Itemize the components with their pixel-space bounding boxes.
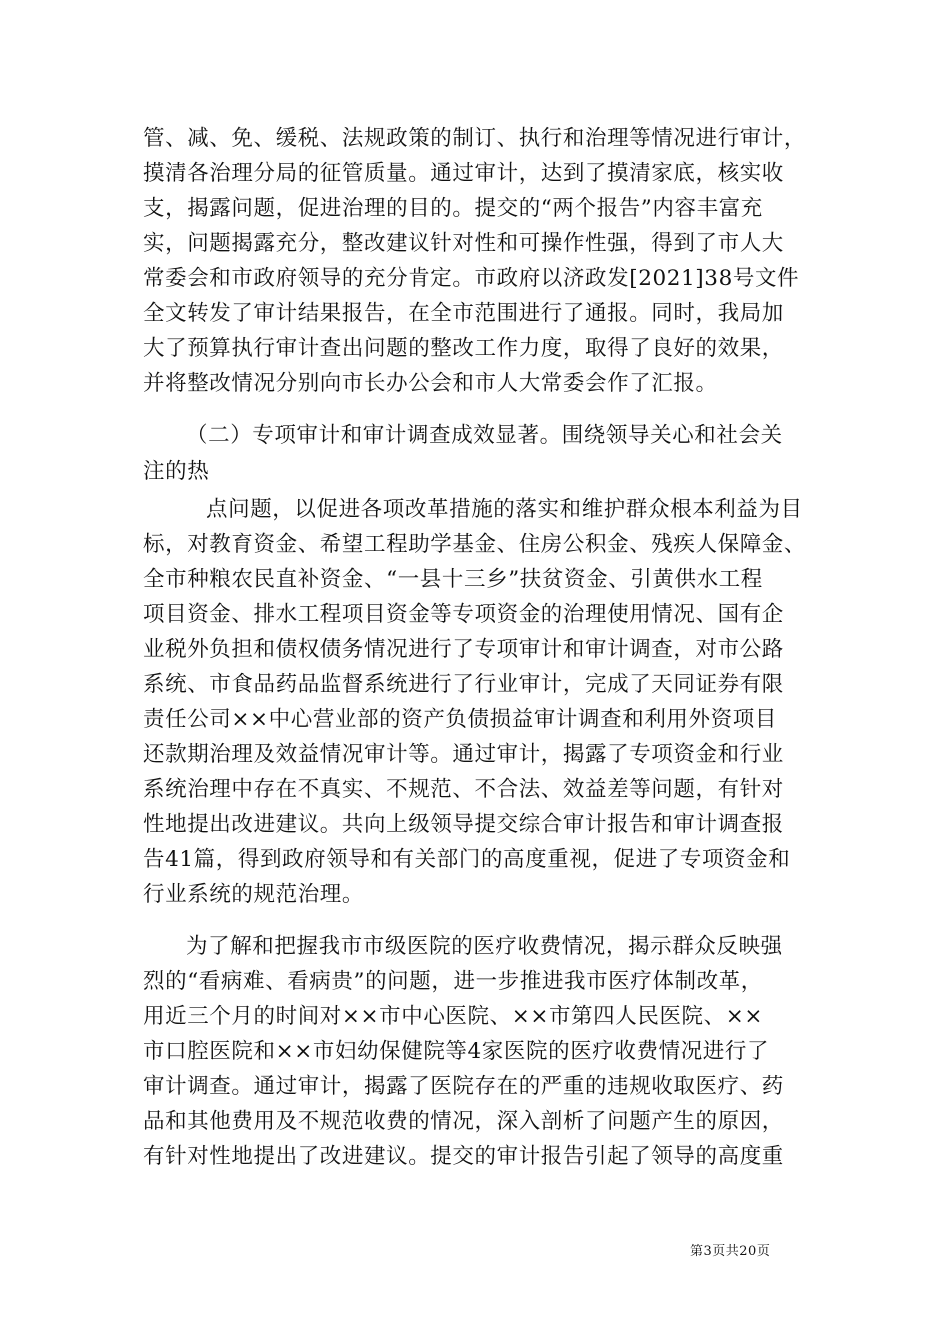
text-line: 全文转发了审计结果报告，在全市范围进行了通报。同时，我局加	[143, 301, 784, 326]
text-line: 有针对性地提出了改进建议。提交的审计报告引起了领导的高度重	[143, 1144, 784, 1169]
text-line: 审计调查。通过审计，揭露了医院存在的严重的违规收取医疗、药	[143, 1074, 784, 1099]
text-line: 还款期治理及效益情况审计等。通过审计，揭露了专项资金和行业	[143, 742, 784, 767]
text-line: 性地提出改进建议。共向上级领导提交综合审计报告和审计调查报	[143, 812, 784, 837]
text-line: 烈的“看病难、看病贵”的问题，进一步推进我市医疗体制改革，	[143, 969, 763, 994]
text-line: 项目资金、排水工程项目资金等专项资金的治理使用情况、国有企	[143, 602, 784, 627]
text-line: 点问题，以促进各项改革措施的落实和维护群众根本利益为目	[206, 497, 803, 522]
paragraph-start-line: 为了解和把握我市市级医院的医疗收费情况，揭示群众反映强	[186, 934, 783, 959]
text-line: 管、减、免、缓税、法规政策的制订、执行和治理等情况进行审计，	[143, 126, 807, 151]
text-line: 摸清各治理分局的征管质量。通过审计，达到了摸清家底，核实收	[143, 161, 784, 186]
text-line: 全市种粮农民直补资金、“一县十三乡”扶贫资金、引黄供水工程	[143, 567, 763, 592]
text-line: 告41篇，得到政府领导和有关部门的高度重视，促进了专项资金和	[143, 847, 791, 872]
text-line: 系统治理中存在不真实、不规范、不合法、效益差等问题，有针对	[143, 777, 784, 802]
text-line: 支，揭露问题，促进治理的目的。提交的“两个报告”内容丰富充	[143, 196, 763, 221]
text-line: 品和其他费用及不规范收费的情况，深入剖析了问题产生的原因，	[143, 1109, 784, 1134]
text-line: 业税外负担和债权债务情况进行了专项审计和审计调查，对市公路	[143, 637, 784, 662]
text-line: 市口腔医院和××市妇幼保健院等4家医院的医疗收费情况进行了	[143, 1039, 770, 1064]
text-line: 用近三个月的时间对××市中心医院、××市第四人民医院、××	[143, 1004, 763, 1029]
text-line: 实，问题揭露充分，整改建议针对性和可操作性强，得到了市人大	[143, 231, 784, 256]
text-line: 注的热	[143, 459, 210, 484]
text-line: 责任公司××中心营业部的资产负债损益审计调查和利用外资项目	[143, 707, 777, 732]
text-line: 并将整改情况分别向市长办公会和市人大常委会作了汇报。	[143, 371, 718, 396]
text-line: 行业系统的规范治理。	[143, 882, 365, 907]
text-line: 大了预算执行审计查出问题的整改工作力度，取得了良好的效果，	[143, 336, 784, 361]
page-number-footer: 第3页共20页	[690, 1244, 771, 1259]
text-line: 标，对教育资金、希望工程助学基金、住房公积金、残疾人保障金、	[143, 532, 807, 557]
text-line: 系统、市食品药品监督系统进行了行业审计，完成了天同证券有限	[143, 672, 784, 697]
text-line: 常委会和市政府领导的充分肯定。市政府以济政发[2021]38号文件	[143, 266, 800, 291]
section-heading-line: （二）专项审计和审计调查成效显著。围绕领导关心和社会关	[186, 423, 783, 448]
